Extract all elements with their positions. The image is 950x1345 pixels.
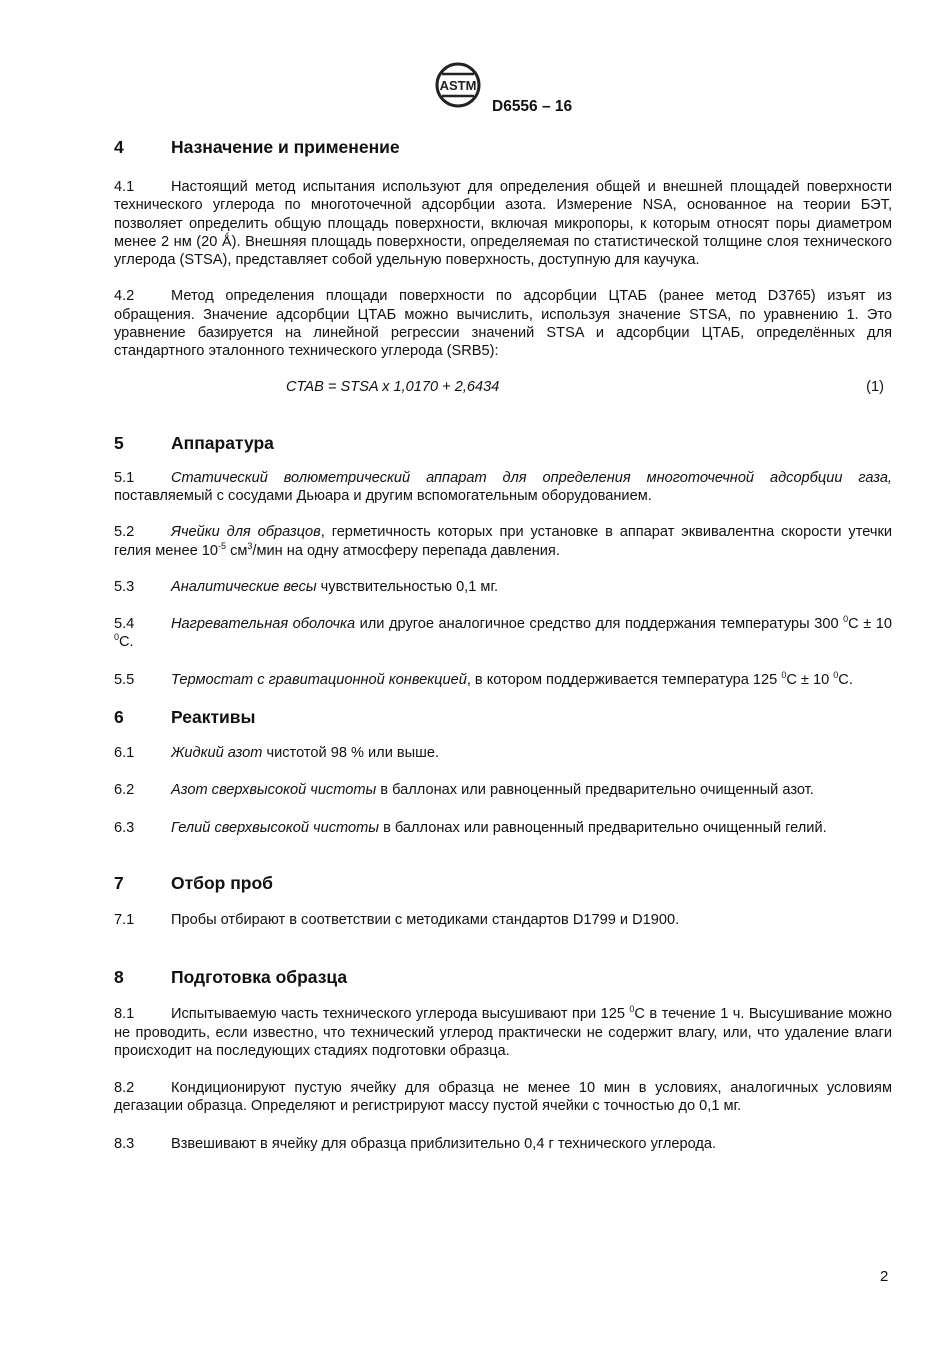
- page-number: 2: [880, 1268, 889, 1285]
- paragraph-5-3: [114, 578, 892, 596]
- paragraph-6-1: [114, 744, 892, 762]
- paragraph-italic-term: Жидкий азот: [171, 745, 263, 762]
- section-number: 4: [114, 137, 124, 157]
- paragraph-text: С.: [838, 671, 853, 688]
- paragraph-text: поставляемый с сосудами Дьюара и другим вспомогательным оборудованием.: [114, 487, 652, 504]
- paragraph-number: 6.3: [114, 819, 135, 836]
- paragraph-text: Кондиционируют пустую ячейку для образца не менее 10 мин в условиях, аналогичных условиям дегазации образца. Определяют и регистрируют массу пустой ячейки с точностью до 0,1 мг.: [114, 1080, 892, 1115]
- superscript: 0: [843, 614, 849, 625]
- equation-number: (1): [866, 378, 884, 395]
- paragraph-text: в баллонах или равноценный предварительно очищенный гелий.: [379, 819, 827, 836]
- section-title: Назначение и применение: [171, 137, 400, 157]
- equation-expression: CTAB = STSA x 1,0170 + 2,6434: [286, 378, 500, 395]
- paragraph-8-1: [114, 1005, 892, 1060]
- equation-1: [114, 377, 892, 397]
- section-6-heading: [114, 706, 892, 728]
- section-title: Отбор проб: [171, 872, 273, 893]
- paragraph-text: С ± 10: [848, 616, 893, 633]
- section-number: 5: [114, 432, 124, 453]
- paragraph-number: 5.3: [114, 578, 135, 595]
- superscript: 3: [247, 540, 253, 551]
- paragraph-text: С в течение 1 ч. Высушивание можно не проводить, если известно, что технический углерод практически не содержит влагу, или, что удаление влаги происходит на последующих стадиях подготовки образца.: [114, 1006, 892, 1059]
- section-title: Подготовка образца: [171, 967, 348, 988]
- section-title: Аппаратура: [171, 432, 274, 453]
- section-5-heading: [114, 432, 892, 454]
- paragraph-text: Метод определения площади поверхности по адсорбции ЦТАБ (ранее метод D3765) изъят из обращения. Значение адсорбции ЦТАБ можно вычислить, используя значение STSA, по уравнению 1. Это уравнение базируется на линейной регрессии значений STSA и адсорбции ЦТАБ, определённых для стандартного эталонного технического углерода (SRB5):: [114, 288, 892, 360]
- paragraph-number: 6.2: [114, 782, 135, 799]
- paragraph-text: /мин на одну атмосферу перепада давления.: [252, 542, 560, 559]
- paragraph-text: см: [226, 542, 248, 559]
- paragraph-number: 7.1: [114, 911, 135, 928]
- section-8-heading: [114, 966, 892, 988]
- paragraph-text: чистотой 98 % или выше.: [262, 745, 440, 762]
- section-7-heading: [114, 872, 892, 894]
- paragraph-italic-term: Ячейки для образцов: [171, 524, 321, 541]
- paragraph-number: 8.1: [114, 1006, 135, 1023]
- section-number: 8: [114, 967, 124, 988]
- paragraph-8-3: [114, 1135, 892, 1153]
- paragraph-text: Настоящий метод испытания используют для определения общей и внешней площадей поверхности технического углерода по многоточечной адсорбции азота. Измерение NSA, основанное на теории БЭТ, позволяет определить общую площадь поверхности, включая микропоры, к которым относят поры диаметром менее 2 нм (20 Ǻ). Внешняя площадь поверхности, определяемая по статистической толщине слоя технического углерода (STSA), представляет собой удельную поверхность, доступную для каучука.: [114, 179, 892, 269]
- paragraph-text: , в котором поддерживается температура 125: [466, 671, 782, 688]
- paragraph-5-5: [114, 671, 892, 689]
- paragraph-5-2: [114, 523, 892, 560]
- paragraph-text: или другое аналогичное средство для поддержания температуры 300: [355, 616, 844, 633]
- astm-logo-text: ASTM: [439, 78, 477, 93]
- paragraph-text: в баллонах или равноценный предварительно очищенный азот.: [376, 782, 814, 799]
- superscript: 0: [114, 632, 120, 643]
- section-4-heading: [114, 136, 892, 158]
- superscript: 0: [629, 1004, 635, 1015]
- paragraph-number: 8.3: [114, 1135, 135, 1152]
- paragraph-4-2: [114, 287, 892, 360]
- paragraph-italic-term: Гелий сверхвысокой чистоты: [171, 819, 380, 836]
- paragraph-text: С ± 10: [786, 671, 834, 688]
- paragraph-italic-term: Азот сверхвысокой чистоты: [171, 782, 377, 799]
- paragraph-number: 5.1: [114, 469, 135, 486]
- document-id: D6556 – 16: [492, 98, 573, 115]
- paragraph-italic-term: Аналитические весы: [171, 578, 317, 595]
- paragraph-italic-term: Нагревательная оболочка: [171, 616, 356, 633]
- paragraph-text: Взвешивают в ячейку для образца приблизительно 0,4 г технического углерода.: [171, 1135, 717, 1152]
- section-number: 6: [114, 707, 124, 728]
- paragraph-text: С.: [119, 634, 134, 651]
- paragraph-italic-term: Статический волюметрический аппарат для определения многоточечной адсорбции газа,: [171, 469, 892, 486]
- paragraph-number: 4.1: [114, 179, 135, 195]
- paragraph-6-2: [114, 781, 892, 799]
- paragraph-text: чувствительностью 0,1 мг.: [316, 578, 499, 595]
- paragraph-text: Испытываемую часть технического углерода высушивают при 125: [171, 1006, 630, 1023]
- superscript: -5: [218, 540, 227, 551]
- section-title: Реактивы: [171, 707, 256, 728]
- astm-logo: [428, 62, 488, 108]
- paragraph-5-1: [114, 469, 892, 506]
- superscript: 0: [833, 669, 839, 680]
- section-number: 7: [114, 872, 124, 893]
- paragraph-text: Пробы отбирают в соответствии с методиками стандартов D1799 и D1900.: [171, 911, 680, 928]
- document-body: [114, 136, 892, 1153]
- paragraph-number: 5.2: [114, 524, 135, 541]
- paragraph-number: 4.2: [114, 288, 135, 305]
- paragraph-4-1: [114, 178, 892, 269]
- paragraph-number: 5.5: [114, 671, 135, 688]
- page-header: [0, 0, 950, 130]
- paragraph-number: 8.2: [114, 1080, 135, 1097]
- paragraph-number: 6.1: [114, 745, 135, 762]
- paragraph-italic-term: Термостат с гравитационной конвекцией: [171, 671, 467, 688]
- paragraph-6-3: [114, 819, 892, 837]
- paragraph-8-2: [114, 1079, 892, 1116]
- paragraph-5-4: [114, 615, 892, 652]
- paragraph-text: , герметичность которых при установке в аппарат эквивалентна скорости утечки гелия менее 10: [114, 524, 892, 559]
- paragraph-7-1: [114, 911, 892, 929]
- superscript: 0: [781, 669, 787, 680]
- paragraph-number: 5.4: [114, 616, 135, 633]
